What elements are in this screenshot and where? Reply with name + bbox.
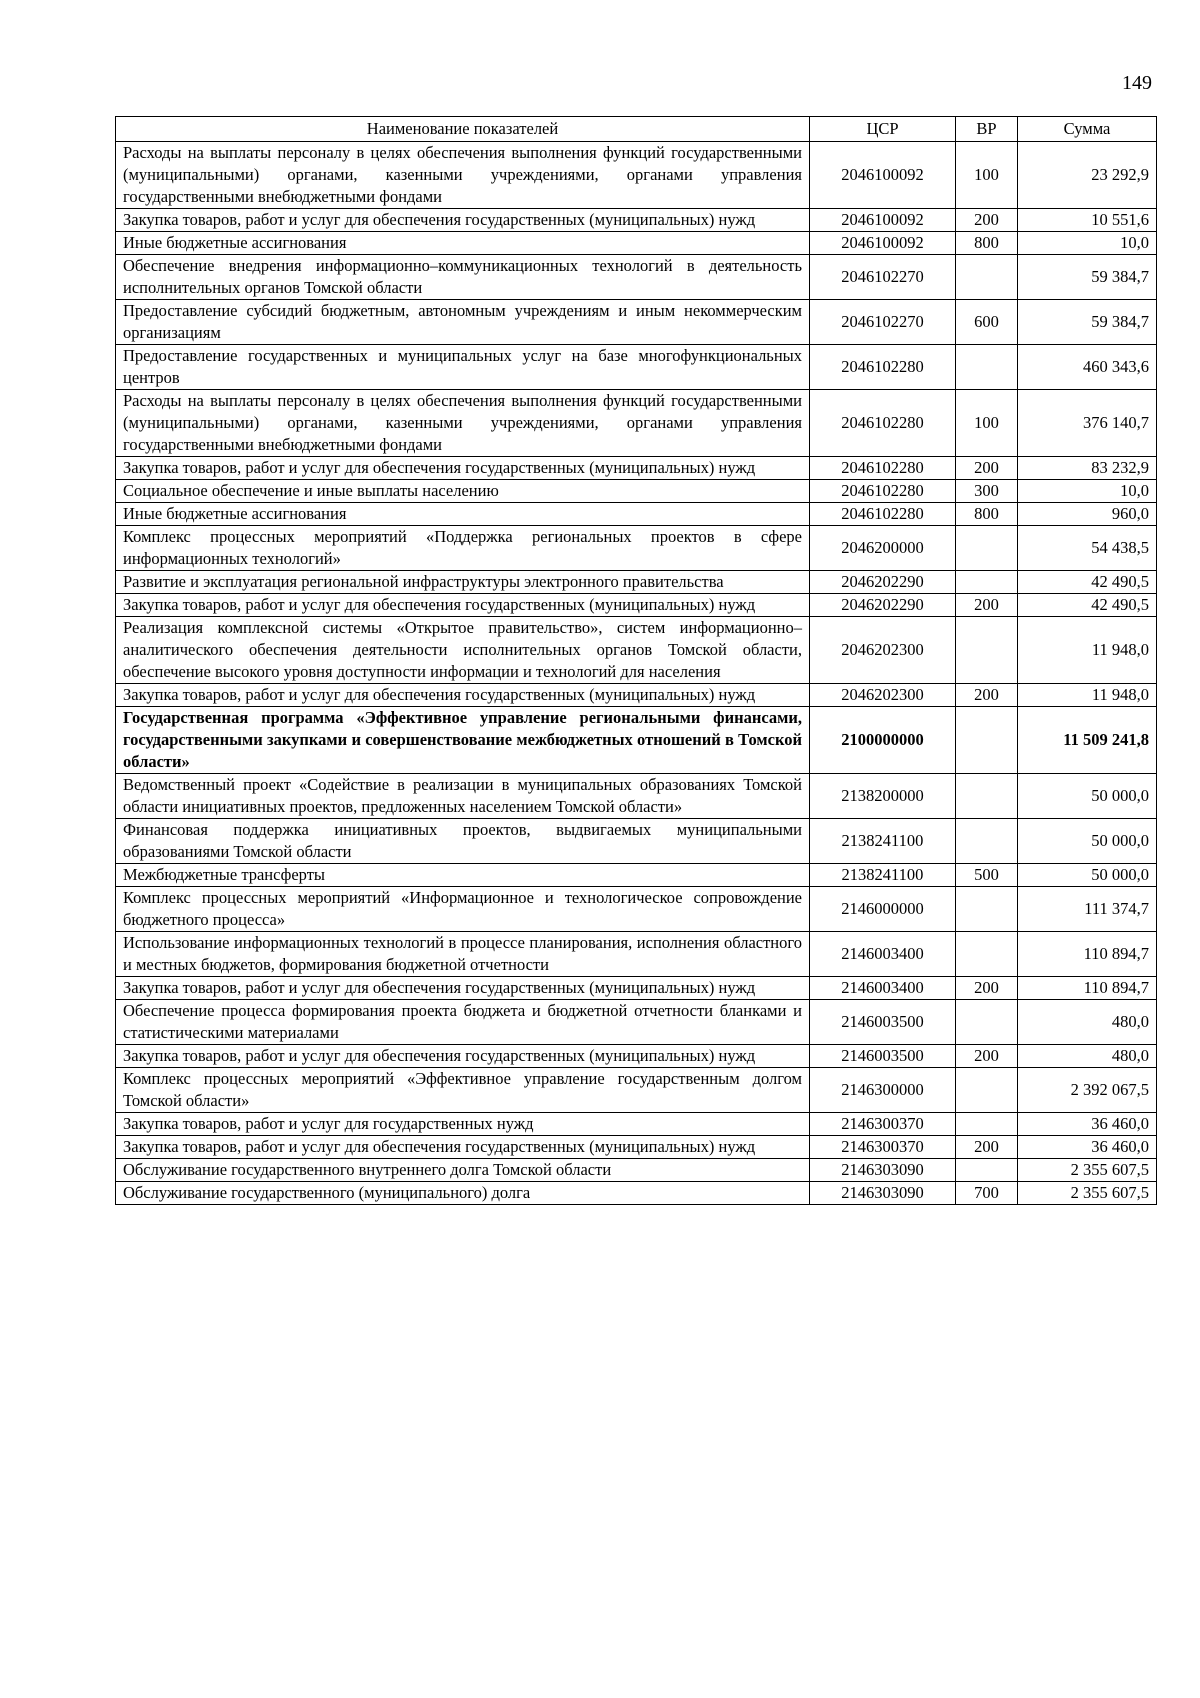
cell-name: Обслуживание государственного (муниципального) долга — [116, 1182, 810, 1205]
cell-vr: 200 — [956, 684, 1018, 707]
table-row — [116, 819, 1157, 864]
cell-vr: 700 — [956, 1182, 1018, 1205]
table-row — [116, 571, 1157, 594]
header-csr: ЦСР — [810, 117, 956, 142]
cell-sum: 11 509 241,8 — [1018, 707, 1157, 774]
cell-csr: 2100000000 — [810, 707, 956, 774]
budget-table — [115, 116, 1157, 1205]
cell-name: Закупка товаров, работ и услуг для обеспечения государственных (муниципальных) нужд — [116, 594, 810, 617]
cell-csr: 2146303090 — [810, 1182, 956, 1205]
table-row — [116, 932, 1157, 977]
cell-csr: 2138200000 — [810, 774, 956, 819]
cell-vr — [956, 1113, 1018, 1136]
header-vr: ВР — [956, 117, 1018, 142]
cell-csr: 2146003400 — [810, 977, 956, 1000]
cell-name: Закупка товаров, работ и услуг для обеспечения государственных (муниципальных) нужд — [116, 977, 810, 1000]
cell-vr: 300 — [956, 480, 1018, 503]
table-row — [116, 142, 1157, 209]
cell-csr: 2146003500 — [810, 1000, 956, 1045]
cell-sum: 2 355 607,5 — [1018, 1182, 1157, 1205]
cell-vr — [956, 617, 1018, 684]
cell-vr — [956, 707, 1018, 774]
cell-sum: 480,0 — [1018, 1000, 1157, 1045]
cell-sum: 42 490,5 — [1018, 594, 1157, 617]
table-row — [116, 300, 1157, 345]
cell-sum: 59 384,7 — [1018, 300, 1157, 345]
cell-vr — [956, 571, 1018, 594]
cell-csr: 2046202300 — [810, 617, 956, 684]
cell-vr: 600 — [956, 300, 1018, 345]
cell-name: Закупка товаров, работ и услуг для обеспечения государственных (муниципальных) нужд — [116, 209, 810, 232]
cell-vr — [956, 345, 1018, 390]
table-row — [116, 617, 1157, 684]
cell-vr — [956, 526, 1018, 571]
cell-vr — [956, 255, 1018, 300]
cell-name: Закупка товаров, работ и услуг для обеспечения государственных (муниципальных) нужд — [116, 1136, 810, 1159]
cell-vr: 100 — [956, 390, 1018, 457]
cell-csr: 2146000000 — [810, 887, 956, 932]
cell-sum: 59 384,7 — [1018, 255, 1157, 300]
cell-name: Реализация комплексной системы «Открытое правительство», систем информационно–аналитического обеспечения деятельности исполнительных органов Томской области, обеспечение высокого уровня доступности информации и технологий для населения — [116, 617, 810, 684]
table-row — [116, 594, 1157, 617]
cell-csr: 2138241100 — [810, 864, 956, 887]
cell-sum: 376 140,7 — [1018, 390, 1157, 457]
cell-vr: 200 — [956, 977, 1018, 1000]
cell-name: Закупка товаров, работ и услуг для обеспечения государственных (муниципальных) нужд — [116, 1045, 810, 1068]
table-row — [116, 1182, 1157, 1205]
table-row — [116, 864, 1157, 887]
cell-name: Комплекс процессных мероприятий «Эффективное управление государственным долгом Томской области» — [116, 1068, 810, 1113]
cell-name: Расходы на выплаты персоналу в целях обеспечения выполнения функций государственными (муниципальными) органами, казенными учреждениями, органами управления государственными внебюджетными фондами — [116, 390, 810, 457]
cell-sum: 110 894,7 — [1018, 932, 1157, 977]
cell-vr: 200 — [956, 594, 1018, 617]
cell-vr — [956, 774, 1018, 819]
cell-sum: 83 232,9 — [1018, 457, 1157, 480]
table-row — [116, 1136, 1157, 1159]
cell-csr: 2046200000 — [810, 526, 956, 571]
cell-csr: 2046102280 — [810, 345, 956, 390]
cell-vr: 200 — [956, 1136, 1018, 1159]
cell-csr: 2046102280 — [810, 390, 956, 457]
table-row — [116, 255, 1157, 300]
cell-sum: 10,0 — [1018, 480, 1157, 503]
table-row — [116, 526, 1157, 571]
cell-vr: 800 — [956, 232, 1018, 255]
table-row — [116, 390, 1157, 457]
cell-vr: 200 — [956, 457, 1018, 480]
table-row — [116, 1113, 1157, 1136]
table-row — [116, 977, 1157, 1000]
cell-csr: 2146300000 — [810, 1068, 956, 1113]
cell-name: Закупка товаров, работ и услуг для обеспечения государственных (муниципальных) нужд — [116, 457, 810, 480]
cell-sum: 50 000,0 — [1018, 864, 1157, 887]
page-number: 149 — [1122, 72, 1152, 94]
header-name: Наименование показателей — [116, 117, 810, 142]
cell-name: Социальное обеспечение и иные выплаты населению — [116, 480, 810, 503]
cell-csr: 2046102280 — [810, 480, 956, 503]
table-row — [116, 1045, 1157, 1068]
cell-name: Государственная программа «Эффективное управление региональными финансами, государственными закупками и совершенствование межбюджетных отношений в Томской области» — [116, 707, 810, 774]
cell-sum: 460 343,6 — [1018, 345, 1157, 390]
cell-name: Ведомственный проект «Содействие в реализации в муниципальных образованиях Томской области инициативных проектов, предложенных населением Томской области» — [116, 774, 810, 819]
cell-sum: 11 948,0 — [1018, 684, 1157, 707]
cell-csr: 2146300370 — [810, 1113, 956, 1136]
cell-sum: 2 392 067,5 — [1018, 1068, 1157, 1113]
cell-csr: 2046100092 — [810, 232, 956, 255]
cell-csr: 2046102280 — [810, 457, 956, 480]
cell-csr: 2046102270 — [810, 300, 956, 345]
cell-name: Комплекс процессных мероприятий «Информационное и технологическое сопровождение бюджетного процесса» — [116, 887, 810, 932]
cell-vr — [956, 1000, 1018, 1045]
cell-csr: 2046100092 — [810, 142, 956, 209]
header-sum: Сумма — [1018, 117, 1157, 142]
cell-name: Предоставление государственных и муниципальных услуг на базе многофункциональных центров — [116, 345, 810, 390]
cell-vr: 200 — [956, 209, 1018, 232]
table-row — [116, 232, 1157, 255]
table-row — [116, 774, 1157, 819]
table-row — [116, 1159, 1157, 1182]
cell-name: Закупка товаров, работ и услуг для обеспечения государственных (муниципальных) нужд — [116, 684, 810, 707]
cell-csr: 2146300370 — [810, 1136, 956, 1159]
cell-sum: 2 355 607,5 — [1018, 1159, 1157, 1182]
cell-sum: 50 000,0 — [1018, 774, 1157, 819]
table-row — [116, 480, 1157, 503]
cell-sum: 960,0 — [1018, 503, 1157, 526]
cell-sum: 480,0 — [1018, 1045, 1157, 1068]
cell-sum: 23 292,9 — [1018, 142, 1157, 209]
table-row — [116, 457, 1157, 480]
cell-vr: 100 — [956, 142, 1018, 209]
cell-vr — [956, 887, 1018, 932]
table-row — [116, 209, 1157, 232]
cell-vr: 200 — [956, 1045, 1018, 1068]
cell-vr: 800 — [956, 503, 1018, 526]
table-row — [116, 1068, 1157, 1113]
cell-csr: 2146003500 — [810, 1045, 956, 1068]
cell-name: Иные бюджетные ассигнования — [116, 503, 810, 526]
table-body — [116, 142, 1157, 1205]
table-row — [116, 345, 1157, 390]
cell-sum: 54 438,5 — [1018, 526, 1157, 571]
cell-name: Использование информационных технологий в процессе планирования, исполнения областного и местных бюджетов, формирования бюджетной отчетности — [116, 932, 810, 977]
cell-name: Обеспечение внедрения информационно–коммуникационных технологий в деятельность исполнительных органов Томской области — [116, 255, 810, 300]
cell-sum: 10,0 — [1018, 232, 1157, 255]
cell-vr — [956, 932, 1018, 977]
cell-name: Иные бюджетные ассигнования — [116, 232, 810, 255]
cell-sum: 50 000,0 — [1018, 819, 1157, 864]
table-row — [116, 684, 1157, 707]
cell-name: Финансовая поддержка инициативных проектов, выдвигаемых муниципальными образованиями Томской области — [116, 819, 810, 864]
cell-name: Закупка товаров, работ и услуг для государственных нужд — [116, 1113, 810, 1136]
cell-sum: 11 948,0 — [1018, 617, 1157, 684]
cell-vr — [956, 1068, 1018, 1113]
cell-name: Развитие и эксплуатация региональной инфраструктуры электронного правительства — [116, 571, 810, 594]
cell-vr: 500 — [956, 864, 1018, 887]
table-row — [116, 887, 1157, 932]
cell-name: Расходы на выплаты персоналу в целях обеспечения выполнения функций государственными (муниципальными) органами, казенными учреждениями, органами управления государственными внебюджетными фондами — [116, 142, 810, 209]
cell-name: Комплекс процессных мероприятий «Поддержка региональных проектов в сфере информационных технологий» — [116, 526, 810, 571]
cell-name: Межбюджетные трансферты — [116, 864, 810, 887]
cell-csr: 2146303090 — [810, 1159, 956, 1182]
table-row — [116, 707, 1157, 774]
cell-sum: 10 551,6 — [1018, 209, 1157, 232]
cell-vr — [956, 1159, 1018, 1182]
cell-csr: 2046202290 — [810, 571, 956, 594]
cell-name: Предоставление субсидий бюджетным, автономным учреждениям и иным некоммерческим организациям — [116, 300, 810, 345]
cell-vr — [956, 819, 1018, 864]
cell-csr: 2046202290 — [810, 594, 956, 617]
cell-sum: 36 460,0 — [1018, 1136, 1157, 1159]
cell-sum: 111 374,7 — [1018, 887, 1157, 932]
cell-csr: 2138241100 — [810, 819, 956, 864]
cell-csr: 2046102280 — [810, 503, 956, 526]
cell-sum: 36 460,0 — [1018, 1113, 1157, 1136]
cell-name: Обслуживание государственного внутреннего долга Томской области — [116, 1159, 810, 1182]
cell-csr: 2046102270 — [810, 255, 956, 300]
table-row — [116, 503, 1157, 526]
cell-csr: 2046202300 — [810, 684, 956, 707]
table-row — [116, 1000, 1157, 1045]
cell-sum: 42 490,5 — [1018, 571, 1157, 594]
cell-name: Обеспечение процесса формирования проекта бюджета и бюджетной отчетности бланками и статистическими материалами — [116, 1000, 810, 1045]
cell-csr: 2146003400 — [810, 932, 956, 977]
cell-sum: 110 894,7 — [1018, 977, 1157, 1000]
table-header-row — [116, 117, 1157, 142]
cell-csr: 2046100092 — [810, 209, 956, 232]
